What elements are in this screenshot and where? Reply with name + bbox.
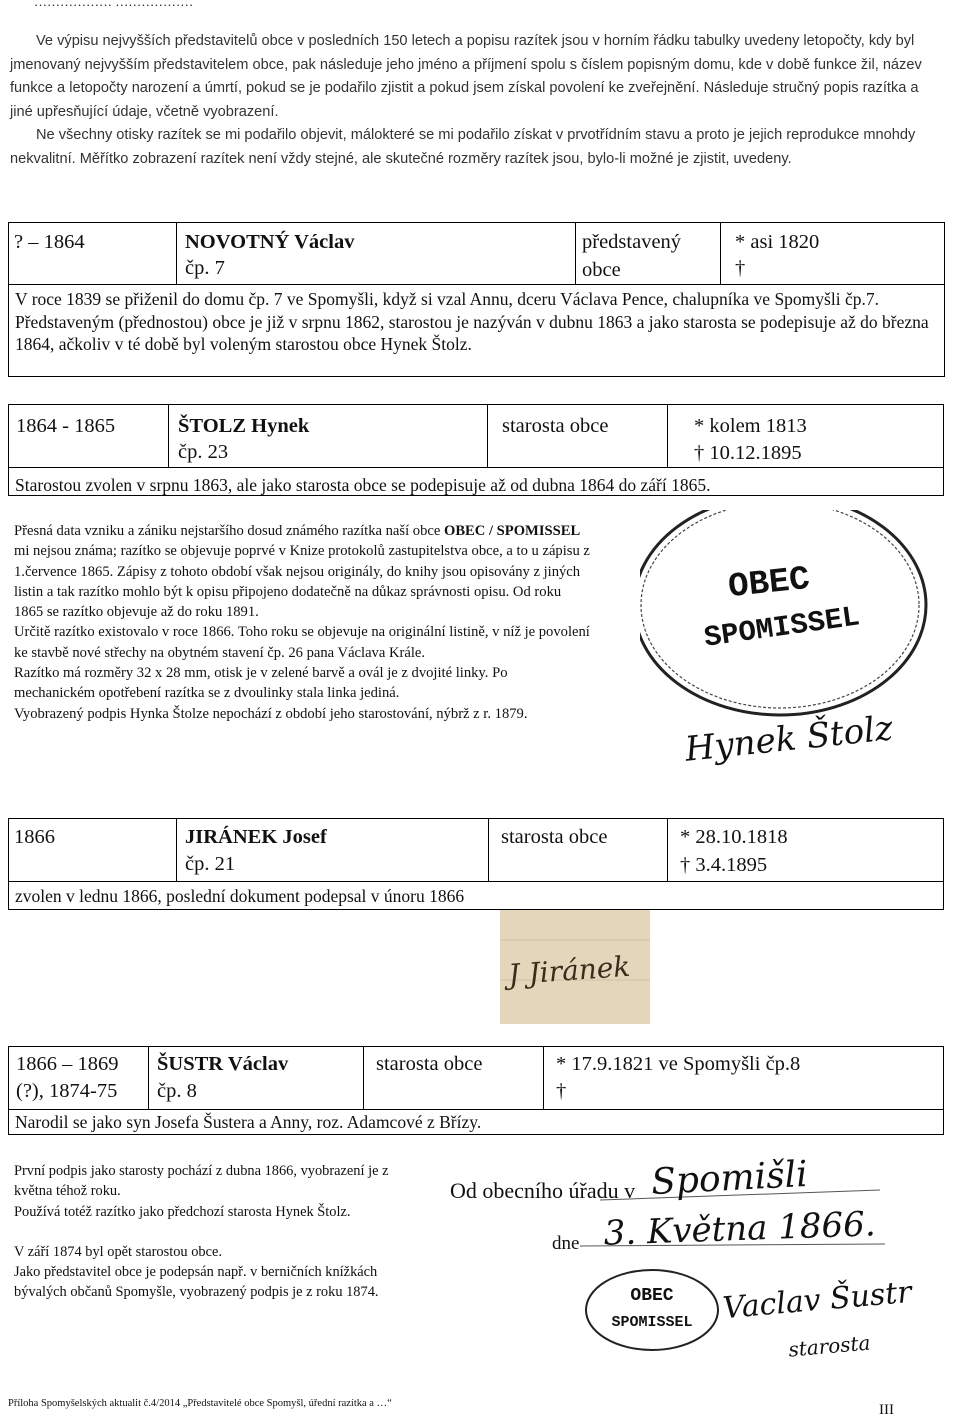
stamp-line-2: SPOMISSEL	[702, 600, 862, 655]
born: * 28.10.1818	[680, 826, 788, 848]
stamp-line-1: OBEC	[726, 560, 812, 608]
stamp-text-b: mi nejsou známa; razítko se objevuje poprvé v Knize protokolů zastupitelstva obce, a to u zápisu z 1.července 1865. Zápisy z tohoto období však nejsou originály, do knihy jsou opisovány z jiných listin a tak razítko mohlo být k opisu připojeno dodatečně na důkaz správnosti opisu. Od roku 1865 se razítko objevuje až do roku 1891.	[14, 543, 590, 621]
role: starosta obce	[501, 826, 608, 848]
house-number: čp. 7	[185, 257, 225, 279]
mayor-name: JIRÁNEK Josef	[185, 826, 327, 848]
entry-note: Narodil se jako syn Josefa Šustera a Anny, roz. Adamcové z Břízy.	[15, 1112, 482, 1132]
house-number: čp. 8	[157, 1080, 197, 1102]
intro-paragraph-2: Ne všechny otisky razítek se mi podařilo objevit, málokteré se mi podařilo získat v prvotřídním stavu a proto je jejich reprodukce mnohdy nekvalitní. Měřítko zobrazení razítek není vždy stejné, ale skutečné rozměry razítek jsou, bylo-li možné je zjistit, uvedeny.	[10, 127, 916, 167]
role: představený obce	[582, 231, 682, 281]
stamp-paragraph-2: Určitě razítko existovalo v roce 1866. Toho roku se objevuje na originální listině, v níž je povolení ke stavbě nové střechy na obytném stavení čp. 26 pana Václava Krále.	[14, 624, 590, 661]
page-number: III	[879, 1402, 894, 1418]
born: * 17.9.1821 ve Spomyšli čp.8	[556, 1053, 801, 1075]
stamp-image	[640, 510, 940, 790]
entry-note: zvolen v lednu 1866, poslední dokument podepsal v únoru 1866	[15, 886, 465, 906]
stamp-description	[14, 521, 592, 724]
stamp-line-2: SPOMISSEL	[611, 1314, 693, 1331]
house-number: čp. 23	[178, 441, 229, 463]
stamp-line-1: OBEC	[630, 1286, 674, 1306]
signature-paper	[500, 910, 650, 1024]
signature-stolz: Hynek Štolz	[683, 708, 895, 770]
sustr-document-image	[440, 1148, 940, 1388]
spacer	[14, 1222, 406, 1242]
sustr-paragraph-1: První podpis jako starosty pochází z dubna 1866, vyobrazení je z května téhož roku.	[14, 1163, 389, 1200]
handwritten-place: Spomišli	[650, 1153, 809, 1204]
mayor-name: ŠUSTR Václav	[157, 1053, 289, 1075]
sustr-paragraph-3: V září 1874 byl opět starostou obce.	[14, 1243, 222, 1260]
house-number: čp. 21	[185, 853, 236, 875]
stamp-oval-graphic	[640, 510, 940, 790]
sustr-description	[14, 1161, 406, 1303]
born: * asi 1820	[735, 231, 820, 253]
years: ? – 1864	[14, 231, 85, 253]
died: † 10.12.1895	[694, 442, 802, 464]
intro-text	[10, 30, 940, 171]
intro-paragraph-1: Ve výpisu nejvyšších představitelů obce v posledních 150 letech a popisu razítek jsou v horním řádku tabulky uvedeny letopočty, kdy byl jmenovaný nejvyšším představitelem obce, pak následuje jeho jméno a příjmení spolu s číslem popisným domu, kde v době funkce žil, název funkce a letopočty narození a úmrtí, pokud se je podařilo zjistit a pokud jsem získal povolení ke zveřejnění. Následuje stručný popis razítka a jiné upřesňující údaje, včetně vyobrazení.	[10, 33, 922, 120]
mayor-name: NOVOTNÝ Václav	[185, 231, 355, 253]
printed-office: Od obecního úřadu v	[450, 1178, 636, 1203]
printed-date-label: dne	[552, 1233, 580, 1254]
born: * kolem 1813	[694, 415, 807, 437]
mayor-name: ŠTOLZ Hynek	[178, 415, 310, 437]
stamp-text-a: Přesná data vzniku a zániku nejstaršího dosud známého razítka naší obce	[14, 523, 444, 539]
signature-sustr: Vaclav Šustr	[721, 1274, 913, 1327]
handwritten-date: 3. Května 1866.	[603, 1204, 877, 1254]
entry-note: Starostou zvolen v srpnu 1863, ale jako starosta obce se podepisuje až od dubna 1864 do září 1865.	[15, 475, 711, 495]
role: starosta obce	[376, 1053, 483, 1075]
years-line-2: (?), 1874-75	[16, 1080, 118, 1102]
stamp-paragraph-1	[14, 521, 592, 622]
stamp-paragraph-4: Vyobrazený podpis Hynka Štolze nepochází z období jeho starostování, nýbrž z r. 1879.	[14, 705, 528, 722]
document-graphic	[440, 1148, 940, 1388]
died: †	[735, 257, 746, 279]
signature-title: starosta	[787, 1330, 872, 1362]
years: 1864 - 1865	[16, 415, 116, 437]
entry-note: V roce 1839 se přiženil do domu čp. 7 ve Spomyšli, když si vzal Annu, dceru Václava Pence, chalupníka ve Spomyšli čp.7. Představeným (přednostou) obce je již v srpnu 1862, starostou je nazýván v dubnu 1863 a jako starosta se podepisuje až do března 1864, ačkoliv v té době byl voleným starostou obce Hynek Štolz.	[15, 289, 929, 354]
died: † 3.4.1895	[680, 854, 768, 876]
died: †	[556, 1080, 567, 1102]
years-line-1: 1866 – 1869	[16, 1053, 119, 1075]
sustr-paragraph-2: Používá totéž razítko jako předchozí starosta Hynek Štolz.	[14, 1203, 351, 1220]
stamp-text-bold: OBEC / SPOMISSEL	[443, 523, 581, 539]
sustr-paragraph-4: Jako představitel obce je podepsán např. v berničních knížkách bývalých občanů Spomyšle, vyobrazený podpis je z roku 1874.	[14, 1264, 379, 1301]
signature-jiranek: J Jiránek	[507, 949, 632, 992]
stamp-paragraph-3: Razítko má rozměry 32 x 28 mm, otisk je v zelené barvě a ovál je z dvojité linky. Po mechanickém opotřebení razítka se z dvoulinky stala linka jediná.	[14, 665, 508, 702]
role: starosta obce	[502, 415, 609, 437]
years: 1866	[14, 826, 55, 848]
page-footer: Příloha Spomyšelských aktualit č.4/2014 „Představitelé obce Spomyšl, úřední razítka a …“	[8, 1398, 392, 1409]
jiranek-signature-image	[500, 910, 650, 1024]
top-dots: ……………… ………………	[34, 0, 194, 9]
